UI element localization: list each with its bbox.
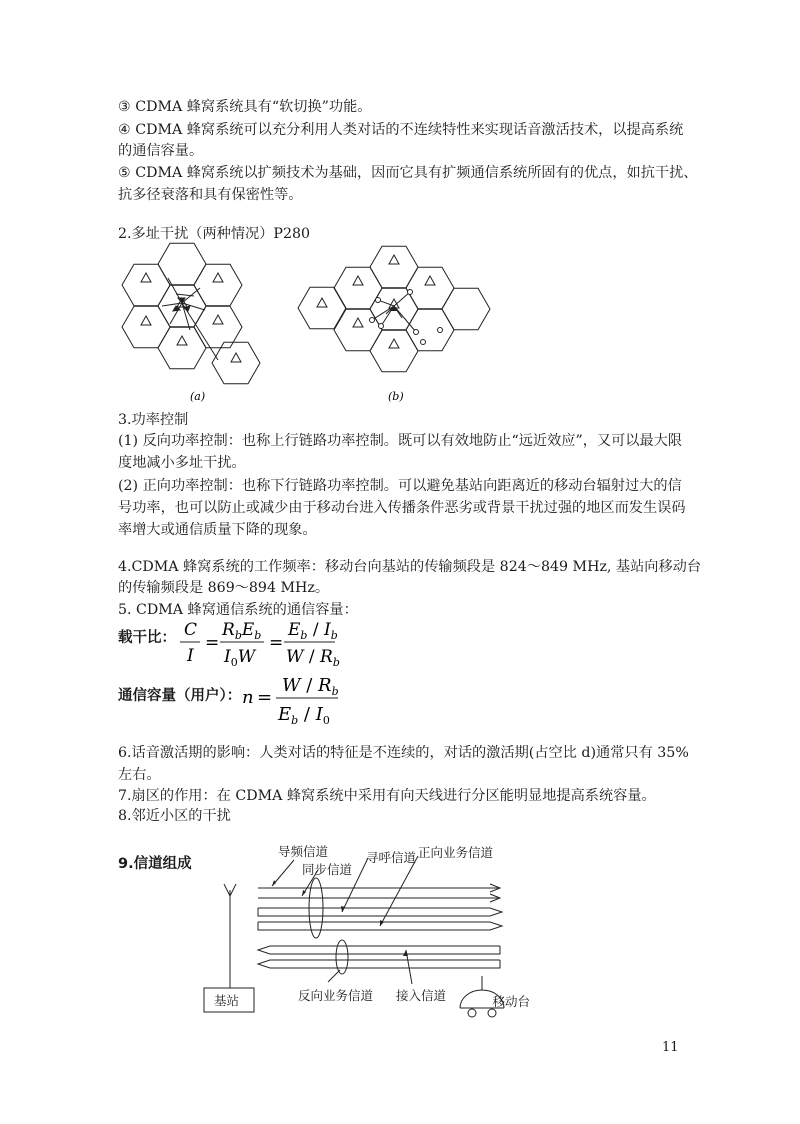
section-6-line2: 左右。 <box>118 767 161 783</box>
svg-text:C: C <box>184 620 198 640</box>
section-9-heading: 9.信道组成 <box>118 856 192 872</box>
hex-cluster-a <box>122 243 260 384</box>
section-7-line1: 7.扇区的作用：在 CDMA 蜂窝系统中采用有向天线进行分区能明显地提高系统容量。 <box>118 788 656 804</box>
item-4-line2: 的通信容量。 <box>118 143 204 159</box>
svg-text:RbEb: $R_bE_b$ <box>222 620 262 642</box>
svg-text:W / Rb: W / $R_b$ <box>286 647 340 669</box>
section-4-line2: 的传输频段是 869～894 MHz。 <box>118 580 330 596</box>
section-3-line5: 率增大或通信质量下降的现象。 <box>118 522 317 538</box>
section-3-line2: 度地减小多址干扰。 <box>118 455 246 471</box>
section-3-line3: (2) 正向功率控制：也称下行链路功率控制。可以避免基站向距离近的移动台辐射过大的信 <box>118 478 682 494</box>
label-base-station: 基站 <box>214 993 240 1008</box>
section-3-heading: 3.功率控制 <box>118 412 189 428</box>
label-sync-channel: 同步信道 <box>302 862 353 877</box>
section-8-line1: 8.邻近小区的干扰 <box>118 808 231 824</box>
svg-text:=: = <box>257 687 273 708</box>
section-6-line1: 6.话音激活期的影响：人类对话的特征是不连续的，对话的激活期(占空比 d)通常只有 35% <box>118 745 689 761</box>
label-forward-traffic-channel: 正向业务信道 <box>418 845 494 860</box>
svg-text:=: = <box>269 633 284 653</box>
channel-composition-diagram <box>190 838 530 1028</box>
item-4-line1: ④ CDMA 蜂窝系统可以充分利用人类对话的不连续特性来实现话音激活技术，以提高系统 <box>118 122 684 138</box>
svg-text:=: = <box>205 633 220 653</box>
carrier-interference-formula <box>178 615 338 671</box>
capacity-label: 通信容量（用户）： <box>118 688 242 704</box>
capacity-formula <box>240 670 350 726</box>
section-2-heading: 2.多址干扰（两种情况）P280 <box>118 226 311 242</box>
hex-cluster-b <box>298 246 490 372</box>
section-3-line4: 号功率，也可以防止或减少由于移动台进入传播条件恶劣或背景干扰过强的地区而发生误码 <box>118 500 686 516</box>
multiple-access-interference-figure <box>110 248 480 406</box>
item-5-line1: ⑤ CDMA 蜂窝系统以扩频技术为基础，因而它具有扩频通信系统所固有的优点，如抗干扰、 <box>118 165 698 181</box>
carrier-interference-label: 载干比： <box>118 630 176 646</box>
svg-text:I0W: $I_0W$ <box>224 647 256 669</box>
caption-b: (b) <box>388 390 404 403</box>
label-pilot-channel: 导频信道 <box>278 844 329 859</box>
item-5-line2: 抗多径衰落和具有保密性等。 <box>118 187 303 203</box>
svg-text:Eb / I0: $E_b / I_0$ <box>278 704 330 727</box>
label-mobile-station: 移动台 <box>492 994 530 1009</box>
svg-text:W / Rb: W / $R_b$ <box>282 675 339 698</box>
caption-a: (a) <box>190 390 206 403</box>
page-number: 11 <box>662 1040 679 1055</box>
section-3-line1: (1) 反向功率控制：也称上行链路功率控制。既可以有效地防止“远近效应”，又可以最大限 <box>118 433 683 449</box>
label-reverse-traffic-channel: 反向业务信道 <box>298 988 374 1003</box>
svg-text:n: n <box>242 687 254 708</box>
section-4-line1: 4.CDMA 蜂窝系统的工作频率：移动台向基站的传输频段是 824～849 MHz, 基站向移动台 <box>118 559 702 575</box>
label-paging-channel: 寻呼信道 <box>366 850 417 865</box>
item-3: ③ CDMA 蜂窝系统具有“软切换”功能。 <box>118 99 372 115</box>
section-5-heading: 5. CDMA 蜂窝通信系统的通信容量： <box>118 602 358 618</box>
svg-text:I: I <box>187 646 194 666</box>
label-access-channel: 接入信道 <box>396 988 447 1003</box>
svg-text:Eb / Ib: $E_b / I_b$ <box>288 620 338 642</box>
